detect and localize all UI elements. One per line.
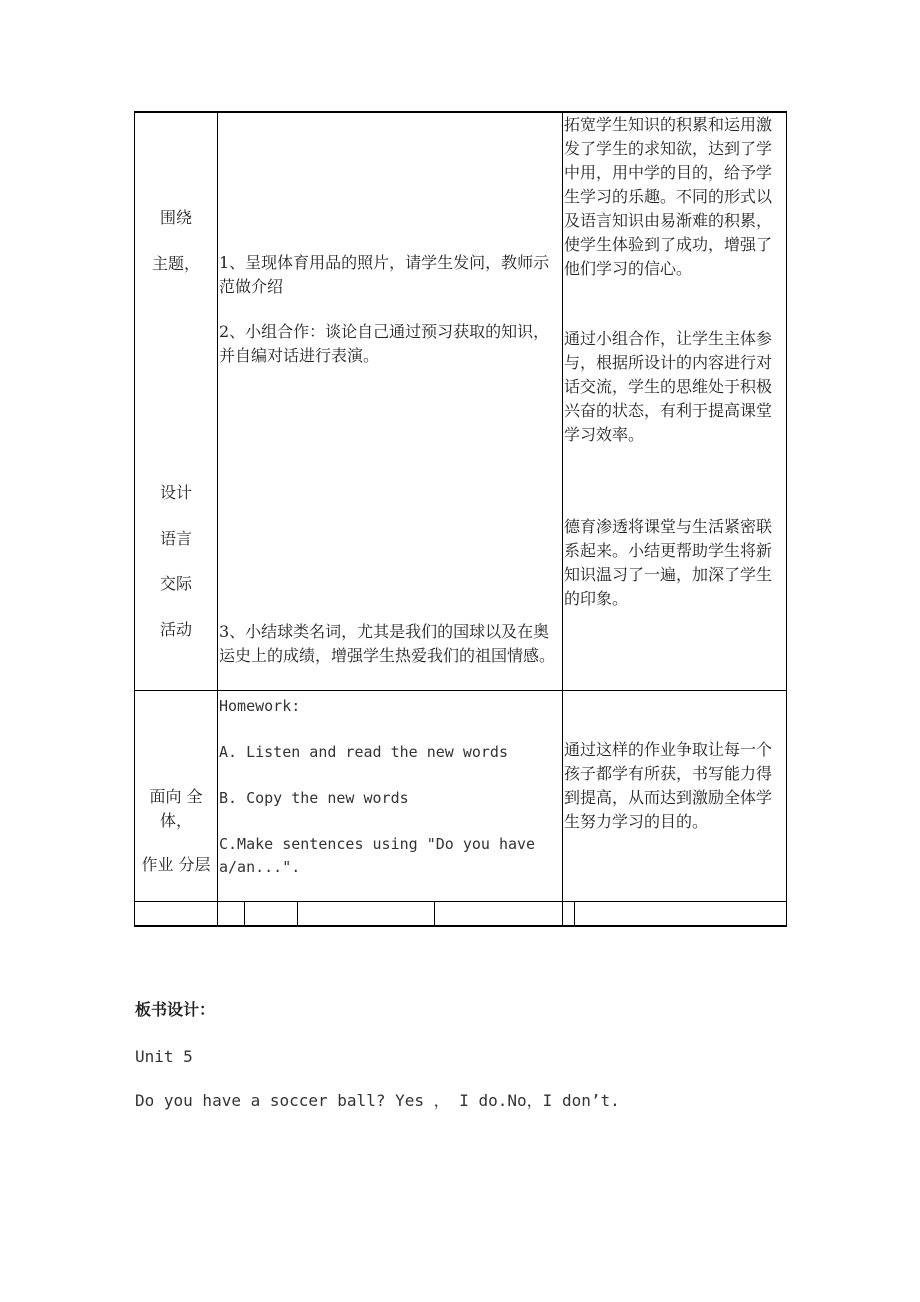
table-row-divider [134,901,787,902]
board-sentence: Do you have a soccer ball? Yes ， I do.No，I don’t. [135,1091,620,1110]
table-cell-divider [434,901,435,926]
board-heading: 板书设计： [135,1000,216,1019]
row-label: 语言 [159,529,192,548]
table-col-divider [562,111,563,927]
row-label: 设计 [159,483,192,502]
homework-item: A. Listen and read the new words [219,743,508,761]
table-cell-divider [574,901,575,926]
row-label: 面向 全体， [149,787,203,830]
table-bottom-border [134,925,787,927]
table-col-divider [217,111,218,927]
table-row-divider [134,690,787,691]
homework-item: B. Copy the new words [219,789,409,807]
homework-title: Homework: [219,697,301,715]
table-cell-divider [297,901,298,926]
table-cell-divider [244,901,245,926]
homework-item: C.Make sentences using "Do you have a/an...". [219,835,536,876]
purpose-text: 拓宽学生知识的积累和运用激发了学生的求知欲，达到了学中用，用中学的目的，给予学生学习的乐趣。不同的形式以及语言知识由易渐难的积累，使学生体验到了成功，增强了他们学习的信心。 [564,115,773,278]
purpose-text: 德育渗透将课堂与生活紧密联系起来。小结更帮助学生将新知识温习了一遍，加深了学生的印象。 [564,517,773,608]
row-label: 作业 分层 [141,855,211,874]
row-label: 活动 [159,620,192,639]
activity-text: 1、呈现体育用品的照片，请学生发问，教师示范做介绍 [219,253,550,296]
row-label: 交际 [159,574,192,593]
homework-purpose: 通过这样的作业争取让每一个孩子都学有所获，书写能力得到提高，从而达到激励全体学生努力学习的目的。 [564,740,773,831]
activity-text: 2、小组合作：谈论自己通过预习获取的知识，并自编对话进行表演。 [219,322,550,365]
row-label: 主题， [151,254,200,273]
row-label: 围绕 [159,208,192,227]
purpose-text: 通过小组合作，让学生主体参与，根据所设计的内容进行对话交流，学生的思维处于积极兴奋的状态，有利于提高课堂学习效率。 [564,329,773,444]
activity-text: 3、小结球类名词，尤其是我们的国球以及在奥运史上的成绩，增强学生热爱我们的祖国情感。 [219,622,556,665]
table-right-border [786,111,787,927]
board-unit: Unit 5 [135,1047,193,1066]
